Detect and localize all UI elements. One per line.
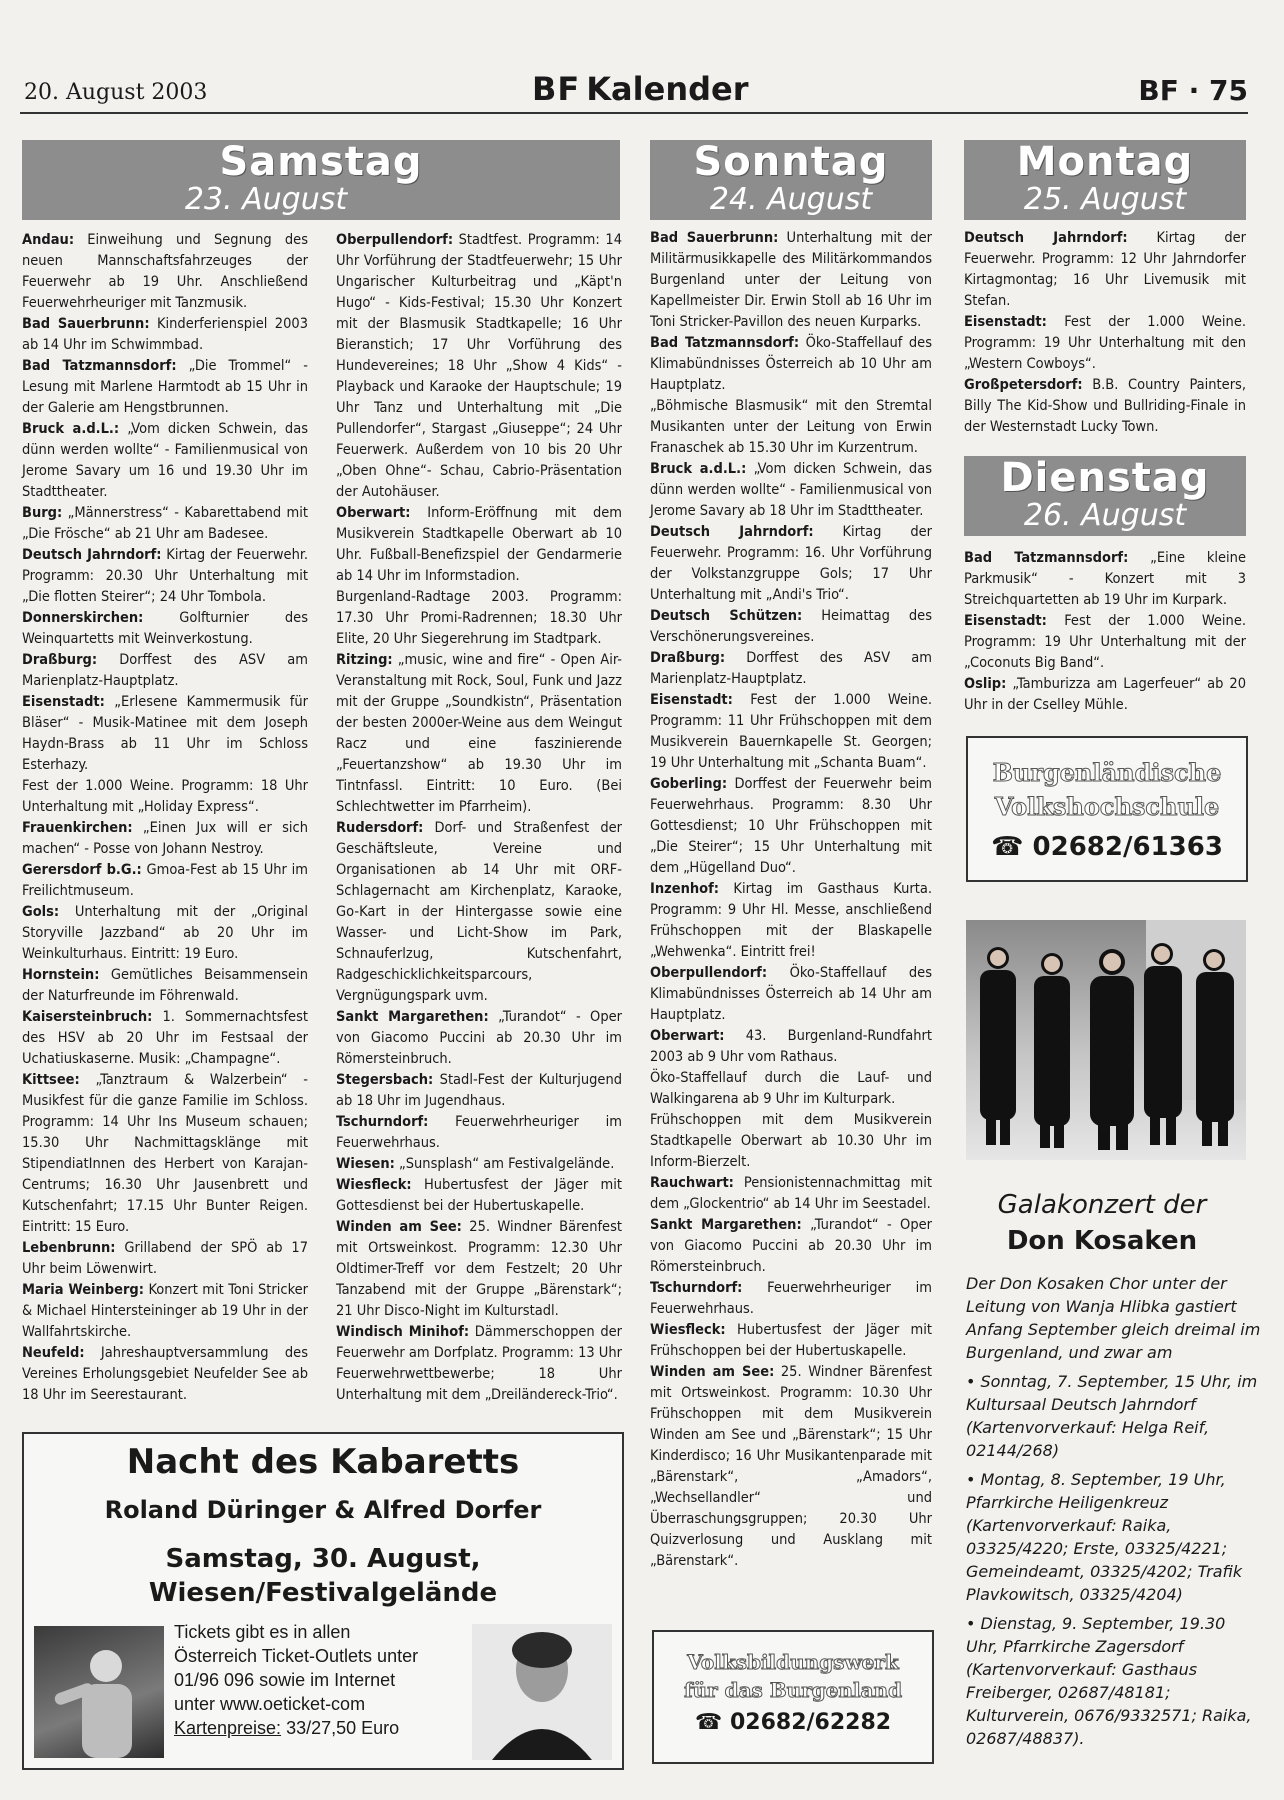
event-text: Dorffest des ASV am Marienplatz-Hauptplatz. [650, 650, 932, 687]
vbw-ad-box [652, 1630, 934, 1764]
event-place: Bad Tatzmannsdorf: [650, 335, 800, 351]
kabarett-date-line1: Samstag, 30. August, [165, 1544, 481, 1574]
event-place: Sankt Margarethen: [650, 1217, 802, 1233]
vhs-ad-box [966, 736, 1248, 882]
event-text: Jahreshauptversammlung des Vereines Erholungsgebiet Neufelder See ab 18 Uhr im Seerestaurant. [22, 1345, 308, 1403]
event-text: Feuerwehrheuriger im Feuerwehrhaus. [336, 1114, 622, 1151]
event-text: Feuerwehrheuriger im Feuerwehrhaus. [650, 1280, 932, 1317]
event-entry [650, 1362, 932, 1572]
kabarett-ad-box [22, 1432, 624, 1770]
event-text: Einweihung und Segnung des neuen Mannschaftsfahrzeuges der Feuerwehr ab 19 Uhr. Anschließend Feuerwehrheuriger mit Tanzmusik. [22, 232, 308, 311]
event-text: Golfturnier des Weinquartetts mit Weinverkostung. [22, 610, 308, 647]
event-text: 1. Sommernachtsfest des HSV ab 20 Uhr im Festsaal der Uchatiuskaserne. Musik: „Champagne“. [22, 1009, 308, 1067]
event-text: „Tanztraum & Walzerbein“ - Musikfest für die ganze Familie im Schloss. Programm: 14 Uhr Ins Museum schauen; 15.30 Uhr Nachmittagsklänge mit StipendiatInnen des Herbert von Karajan-Centrums; 16.30 Uhr Jausenbrett und Kutschenfahrt; 17.15 Uhr Bunter Reigen. Eintritt: 15 Euro. [22, 1072, 308, 1235]
event-text: Grillabend der SPÖ ab 17 Uhr beim Löwenwirt. [22, 1240, 308, 1277]
event-text: Kirtag der Feuerwehr. Programm: 12 Uhr Jahrndorfer Kirtagmontag; 16 Uhr Livemusik mit Stefan. [964, 230, 1246, 309]
event-text: „Turandot“ - Oper von Giacomo Puccini ab 20.30 Uhr im Römersteinbruch. [336, 1009, 622, 1067]
event-entry [22, 1280, 308, 1343]
event-place: Eisenstadt: [964, 613, 1047, 629]
event-entry [650, 963, 932, 1026]
event-entry [964, 674, 1246, 716]
event-entry [650, 1110, 932, 1173]
dorfer-photo [472, 1624, 612, 1760]
gala-title: Galakonzert der [997, 1190, 1207, 1220]
vbw-phone: ☎ 02682/62282 [694, 1710, 892, 1735]
event-place: Gerersdorf b.G.: [22, 862, 142, 878]
event-text: Stadl-Fest der Kulturjugend ab 18 Uhr im Jugendhaus. [336, 1072, 622, 1109]
event-text: „Vom dicken Schwein, das dünn werden wollte“ - Familienmusical von Jerome Savary um 16 und 19.30 Uhr im Stadttheater. [22, 421, 309, 500]
event-place: Deutsch Jahrndorf: [650, 524, 814, 540]
performer-silhouette [34, 1626, 164, 1758]
kabarett-tickets [174, 1620, 424, 1740]
event-place: Bruck a.d.L.: [650, 461, 747, 477]
event-place: Windisch Minihof: [336, 1324, 470, 1340]
event-place: Inzenhof: [650, 881, 720, 897]
choir-figures [966, 920, 1246, 1160]
event-place: Deutsch Schützen: [650, 608, 803, 624]
event-entry [964, 228, 1246, 312]
issue-date: 20. August 2003 [24, 80, 208, 105]
event-place: Kaisersteinbruch: [22, 1009, 153, 1025]
event-text: Inform-Eröffnung mit dem Musikverein Stadtkapelle Oberwart ab 10 Uhr. Fußball-Benefizspiel der Gendarmerie ab 14 Uhr im Informstadion. [336, 505, 622, 584]
event-entry [22, 1007, 308, 1070]
event-entry [650, 648, 932, 690]
events-column-samstag-1 [22, 230, 308, 1406]
event-text: Kirtag der Feuerwehr. Programm: 20.30 Uhr Unterhaltung mit „Die flotten Steirer“; 24 Uhr Tombola. [22, 547, 309, 605]
event-text: „Einen Jux will er sich machen“ - Posse von Johann Nestroy. [22, 820, 308, 857]
event-place: Bruck a.d.L.: [22, 421, 120, 437]
section-title [532, 70, 748, 108]
event-place: Frauenkirchen: [22, 820, 133, 836]
event-entry [336, 1175, 622, 1217]
event-entry [650, 522, 932, 606]
event-entry [650, 690, 932, 774]
events-column-samstag-2 [336, 230, 622, 1406]
event-entry [22, 818, 308, 860]
event-place: Maria Weinberg: [22, 1282, 144, 1298]
event-place: Kittsee: [22, 1072, 80, 1088]
event-text: „Tamburizza am Lagerfeuer“ ab 20 Uhr in der Cselley Mühle. [964, 676, 1246, 713]
don-kosaken-photo [966, 920, 1246, 1160]
event-place: Bad Tatzmannsdorf: [964, 550, 1129, 566]
event-entry [650, 1320, 932, 1362]
event-place: Wiesfleck: [650, 1322, 726, 1338]
gala-body [966, 1272, 1262, 1756]
day-date: 25. August [1023, 182, 1187, 217]
event-place: Wiesen: [336, 1156, 395, 1172]
event-entry [22, 692, 308, 776]
event-entry [336, 1070, 622, 1112]
event-place: Lebenbrunn: [22, 1240, 116, 1256]
event-text: Gmoa-Fest ab 15 Uhr im Freilichtmuseum. [22, 862, 308, 899]
event-entry [336, 503, 622, 587]
event-entry [22, 503, 308, 545]
event-entry [336, 587, 622, 650]
event-place: Rauchwart: [650, 1175, 734, 1191]
event-entry [650, 774, 932, 879]
event-text: „Die Trommel“ - Lesung mit Marlene Harmtodt ab 15 Uhr in der Galerie am Hengstbrunnen. [22, 358, 308, 416]
event-text: B.B. Country Painters, Billy The Kid-Show und Bullriding-Finale in der Westernstadt Lucky Town. [964, 377, 1246, 435]
gala-subtitle: Don Kosaken [1006, 1226, 1198, 1256]
event-entry [22, 965, 308, 1007]
event-entry [336, 818, 622, 1007]
day-date: 23. August [184, 182, 348, 217]
event-entry [336, 1007, 622, 1070]
event-entry [650, 1173, 932, 1215]
gala-item-2: • Montag, 8. September, 19 Uhr, Pfarrkirche Heiligenkreuz (Kartenvorverkauf: Raika, 03325/4220; Erste, 03325/4221; Gemeindeamt, 03325/4202; Trafik Plavkowitsch, 03325/4204) [966, 1470, 1243, 1604]
event-place: Deutsch Jahrndorf: [964, 230, 1128, 246]
event-place: Hornstein: [22, 967, 100, 983]
event-text: Kinderferienspiel 2003 ab 14 Uhr im Schwimmbad. [22, 316, 308, 353]
event-entry [964, 312, 1246, 375]
event-text: Fest der 1.000 Weine. Programm: 19 Uhr Unterhaltung mit den „Western Cowboys“. [964, 314, 1246, 372]
event-entry [964, 375, 1246, 438]
event-entry [22, 1238, 308, 1280]
vhs-line1: Burgenländische [992, 758, 1222, 787]
gala-item-3: • Dienstag, 9. September, 19.30 Uhr, Pfarrkirche Zagersdorf (Kartenvorverkauf: Gasthaus Freiberger, 02687/48181; Kulturverein, 0676/9332571; Raika, 02687/48837). [966, 1614, 1252, 1748]
event-entry [650, 1026, 932, 1068]
event-place: Stegersbach: [336, 1072, 434, 1088]
event-entry [336, 230, 622, 503]
event-entry [22, 1343, 308, 1406]
event-place: Oberwart: [336, 505, 411, 521]
event-text: Kirtag im Gasthaus Kurta. Programm: 9 Uhr Hl. Messe, anschließend Frühschoppen mit der Blaskapelle „Wehwenka“. Eintritt frei! [650, 881, 932, 960]
event-entry [22, 902, 308, 965]
event-text: Gemütliches Beisammensein der Naturfreunde im Föhrenwald. [22, 967, 308, 1004]
event-place: Oberpullendorf: [336, 232, 454, 248]
event-text: Dorffest der Feuerwehr beim Feuerwehrhaus. Programm: 8.30 Uhr Gottesdienst; 10 Uhr Frühschoppen mit „Die Steirer“; 15 Uhr Unterhaltung mit dem „Hügelland Duo“. [650, 776, 932, 876]
event-place: Burg: [22, 505, 63, 521]
day-name: Montag [1016, 139, 1194, 185]
event-text: Öko-Staffellauf des Klimabündnisses Österreich ab 14 Uhr am Hauptplatz. [650, 965, 932, 1023]
kabarett-date [24, 1542, 622, 1610]
event-text: Dämmerschoppen der Feuerwehr am Dorfplatz. Programm: 13 Uhr Feuerwehrwettbewerbe; 18 Uhr Unterhaltung mit dem „Dreiländereck-Trio“. [336, 1324, 622, 1403]
day-date: 24. August [709, 182, 873, 217]
event-entry [22, 1070, 308, 1238]
day-header-sonntag [650, 140, 932, 220]
event-place: Rudersdorf: [336, 820, 424, 836]
day-header-dienstag [964, 456, 1246, 536]
event-place: Wiesfleck: [336, 1177, 412, 1193]
event-text: Fest der 1.000 Weine. Programm: 19 Uhr Unterhaltung mit der „Coconuts Big Band“. [964, 613, 1246, 671]
event-text: Frühschoppen mit dem Musikverein Stadtkapelle Oberwart ab 10.30 Uhr im Inform-Bierzelt. [650, 1112, 932, 1170]
event-place: Tschurndorf: [650, 1280, 743, 1296]
event-entry [22, 545, 308, 608]
event-place: Winden am See: [650, 1364, 775, 1380]
vhs-line2: Volkshochschule [994, 792, 1220, 821]
event-entry [22, 650, 308, 692]
event-place: Bad Sauerbrunn: [22, 316, 150, 332]
event-entry [22, 776, 308, 818]
event-text: Pensionistennachmittag mit dem „Glockentrio“ ab 14 Uhr im Seestadel. [650, 1175, 932, 1212]
header-rule [20, 112, 1248, 114]
event-text: Öko-Staffellauf des Klimabündnisses Österreich ab 10 Uhr am Hauptplatz. [650, 335, 932, 393]
gala-item-1: • Sonntag, 7. September, 15 Uhr, im Kultursaal Deutsch Jahrndorf (Kartenvorverkauf: Helga Reif, 02144/268) [966, 1372, 1258, 1460]
day-name: Dienstag [1000, 455, 1210, 501]
event-text: „Erlesene Kammermusik für Bläser“ - Musik-Matinee mit dem Joseph Haydn-Brass ab 11 Uhr im Schloss Esterhazy. [22, 694, 308, 773]
event-entry [22, 356, 308, 419]
event-entry [650, 1068, 932, 1110]
event-text: „music, wine and fire“ - Open Air-Veranstaltung mit Rock, Soul, Funk und Jazz mit der Gruppe „Soundkistn“, Präsentation der besten 2000er-Weine aus dem Weingut Racz und eine faszinierende „Feuertanzshow“ ab 19.30 Uhr im Tintnfassl. Eintritt: 10 Euro. (Bei Schlechtwetter im Pfarrheim). [336, 652, 622, 815]
kabarett-prices-label: Kartenpreise: [174, 1718, 282, 1738]
dueringer-photo [34, 1626, 164, 1758]
event-entry [650, 606, 932, 648]
event-text: 25. Windner Bärenfest mit Ortsweinkost. Programm: 10.30 Uhr Frühschoppen mit dem Musikverein Winden am See und „Bärenstark“; 15 Uhr Kinderdisco; 16 Uhr Musikantenparade mit „Bärenstark“, „Amadors“, „Wechsellandler“ und Überraschungsgruppen; 20.30 Uhr Quizverlosung und Ausklang mit „Bärenstark“. [650, 1364, 932, 1569]
event-place: Oslip: [964, 676, 1007, 692]
event-text: Kirtag der Feuerwehr. Programm: 16. Uhr Vorführung der Volkstanzgruppe Gols; 17 Uhr Unterhaltung mit „Andi's Trio“. [650, 524, 932, 603]
kabarett-performers: Roland Düringer & Alfred Dorfer [104, 1496, 542, 1524]
event-place: Bad Sauerbrunn: [650, 230, 779, 246]
event-entry [650, 1215, 932, 1278]
section-title-logo: BF [532, 70, 581, 108]
event-entry [650, 1278, 932, 1320]
event-place: Eisenstadt: [22, 694, 105, 710]
event-entry [336, 1112, 622, 1154]
event-text: „Männerstress“ - Kabarettabend mit „Die Frösche“ ab 21 Uhr am Badesee. [22, 505, 308, 542]
event-text: 25. Windner Bärenfest mit Ortsweinkost. Programm: 12.30 Uhr Oldtimer-Treff vor dem Festzelt; 20 Uhr Tanzabend mit der Gruppe „Bärenstark“; 21 Uhr Disco-Night im Kulturstadl. [336, 1219, 622, 1319]
event-entry [650, 228, 932, 333]
event-text: Unterhaltung mit der „Original Storyville Jazzband“ ab 20 Uhr im Weinkulturhaus. Eintritt: 19 Euro. [22, 904, 308, 962]
event-text: Dorf- und Straßenfest der Geschäftsleute, Vereine und Organisationen ab 14 Uhr mit ORF-Schlagernacht am Kirchenplatz, Karaoke, Go-Kart in der Hintergasse sowie eine Wasser- und Licht-Show im Park, Schnauferlzug, Kutschenfahrt, Radgeschicklichkeitsparcours, Vergnügungspark uvm. [336, 820, 622, 1004]
event-entry [650, 879, 932, 963]
event-text: Burgenland-Radtage 2003. Programm: 17.30 Uhr Promi-Radrennen; 18.30 Uhr Elite, 20 Uhr Siegerehrung im Stadtpark. [336, 589, 622, 647]
events-column-sonntag [650, 228, 932, 1572]
event-place: Draßburg: [650, 650, 726, 666]
event-text: Fest der 1.000 Weine. Programm: 11 Uhr Frühschoppen mit dem Musikverein Bauernkapelle St. Georgen; 19 Uhr Unterhaltung mit „Schanta Buam“. [650, 692, 932, 771]
event-text: Hubertusfest der Jäger mit Frühschoppen bei der Hubertuskapelle. [650, 1322, 932, 1359]
event-entry [22, 314, 308, 356]
event-text: Hubertusfest der Jäger mit Gottesdienst bei der Hubertuskapelle. [336, 1177, 622, 1214]
event-place: Eisenstadt: [964, 314, 1047, 330]
event-text: Konzert mit Toni Stricker & Michael Hintersteininger ab 19 Uhr in der Wallfahrtskirche. [22, 1282, 308, 1340]
kabarett-prices: 33/27,50 Euro [281, 1718, 400, 1738]
page-number: BF · 75 [1138, 74, 1248, 107]
day-header-samstag [22, 140, 620, 220]
event-place: Goberling: [650, 776, 728, 792]
event-text: Dorffest des ASV am Marienplatz-Hauptplatz. [22, 652, 308, 689]
event-place: Deutsch Jahrndorf: [22, 547, 162, 563]
event-text: „Eine kleine Parkmusik“ - Konzert mit 3 Streichquartetten ab 19 Uhr im Kurpark. [964, 550, 1246, 608]
event-text: Heimattag des Verschönerungsvereines. [650, 608, 932, 645]
vhs-phone: ☎ 02682/61363 [991, 832, 1223, 862]
event-text: Stadtfest. Programm: 14 Uhr Vorführung der Stadtfeuerwehr; 15 Uhr Ungarischer Kulturbeitrag und „Käpt'n Hugo“ - Kids-Festival; 15.30 Uhr Konzert mit der Blasmusik Stadtkapelle; 16 Uhr Bieranstich; 17 Uhr Vorführung des Hundevereines; 18 Uhr „Show 4 Kids“ - Playback und Karaoke der Hauptschule; 19 Uhr Tanz und Unterhaltung mit „Die Pullendorfer“, Stargast „Giuseppe“; 24 Uhr Feuerwerk. Außerdem von 10 bis 20 Uhr „Oben Ohne“- Schau, Cabrio-Präsentation der Autohäuser. [336, 232, 622, 500]
vbw-line2: für das Burgenland [683, 1678, 903, 1702]
event-text: „Böhmische Blasmusik“ mit den Stremtal Musikanten unter der Leitung von Erwin Franaschek ab 15.30 Uhr im Kurzentrum. [650, 398, 932, 456]
events-column-dienstag [964, 548, 1246, 716]
event-text: Öko-Staffellauf durch die Lauf- und Walkingarena ab 9 Uhr im Kulturpark. [650, 1070, 932, 1107]
event-place: Winden am See: [336, 1219, 462, 1235]
event-text: „Vom dicken Schwein, das dünn werden wollte“ - Familienmusical von Jerome Savary ab 18 Uhr im Stadttheater. [650, 461, 932, 519]
event-place: Draßburg: [22, 652, 98, 668]
event-text: „Turandot“ - Oper von Giacomo Puccini ab 20.30 Uhr im Römersteinbruch. [650, 1217, 932, 1275]
event-place: Tschurndorf: [336, 1114, 429, 1130]
event-entry [964, 611, 1246, 674]
event-entry [336, 650, 622, 818]
event-entry [22, 860, 308, 902]
event-place: Neufeld: [22, 1345, 85, 1361]
events-column-montag [964, 228, 1246, 438]
event-entry [22, 608, 308, 650]
event-place: Donnerskirchen: [22, 610, 144, 626]
event-entry [650, 396, 932, 459]
event-place: Sankt Margarethen: [336, 1009, 489, 1025]
day-header-montag [964, 140, 1246, 220]
event-place: Großpetersdorf: [964, 377, 1083, 393]
kabarett-tickets-text: Tickets gibt es in allen Österreich Ticket-Outlets unter 01/96 096 sowie im Internet unter www.oeticket-com [174, 1622, 419, 1714]
kabarett-date-line2: Wiesen/Festivalgelände [148, 1578, 498, 1608]
kabarett-title: Nacht des Kabaretts [126, 1442, 520, 1482]
event-entry [336, 1322, 622, 1406]
event-place: Ritzing: [336, 652, 393, 668]
event-place: Oberwart: [650, 1028, 725, 1044]
event-text: 43. Burgenland-Rundfahrt 2003 ab 9 Uhr vom Rathaus. [650, 1028, 932, 1065]
event-entry [336, 1217, 622, 1322]
day-date: 26. August [1023, 498, 1187, 533]
event-place: Oberpullendorf: [650, 965, 768, 981]
event-text: „Sunsplash“ am Festivalgelände. [394, 1156, 615, 1172]
event-place: Gols: [22, 904, 60, 920]
day-name: Sonntag [693, 139, 889, 185]
event-place: Eisenstadt: [650, 692, 733, 708]
gala-intro: Der Don Kosaken Chor unter der Leitung von Wanja Hlibka gastiert Anfang September gleich dreimal im Burgenland, und zwar am [966, 1274, 1261, 1362]
vbw-line1: Volksbildungswerk [687, 1650, 899, 1674]
portrait-silhouette [472, 1624, 612, 1760]
event-place: Bad Tatzmannsdorf: [22, 358, 177, 374]
event-text: Unterhaltung mit der Militärmusikkapelle des Militärkommandos Burgenland unter der Leitung von Kapellmeister Dir. Erwin Stoll ab 16 Uhr im Toni Stricker-Pavillon des neuen Kurparks. [650, 230, 932, 330]
event-entry [22, 419, 308, 503]
event-entry [336, 1154, 622, 1175]
event-entry [22, 230, 308, 314]
day-name: Samstag [219, 139, 423, 185]
event-entry [964, 548, 1246, 611]
section-title-text: Kalender [586, 70, 749, 108]
event-entry [650, 459, 932, 522]
event-entry [650, 333, 932, 396]
event-place: Andau: [22, 232, 75, 248]
event-text: Fest der 1.000 Weine. Programm: 18 Uhr Unterhaltung mit „Holiday Express“. [22, 778, 308, 815]
